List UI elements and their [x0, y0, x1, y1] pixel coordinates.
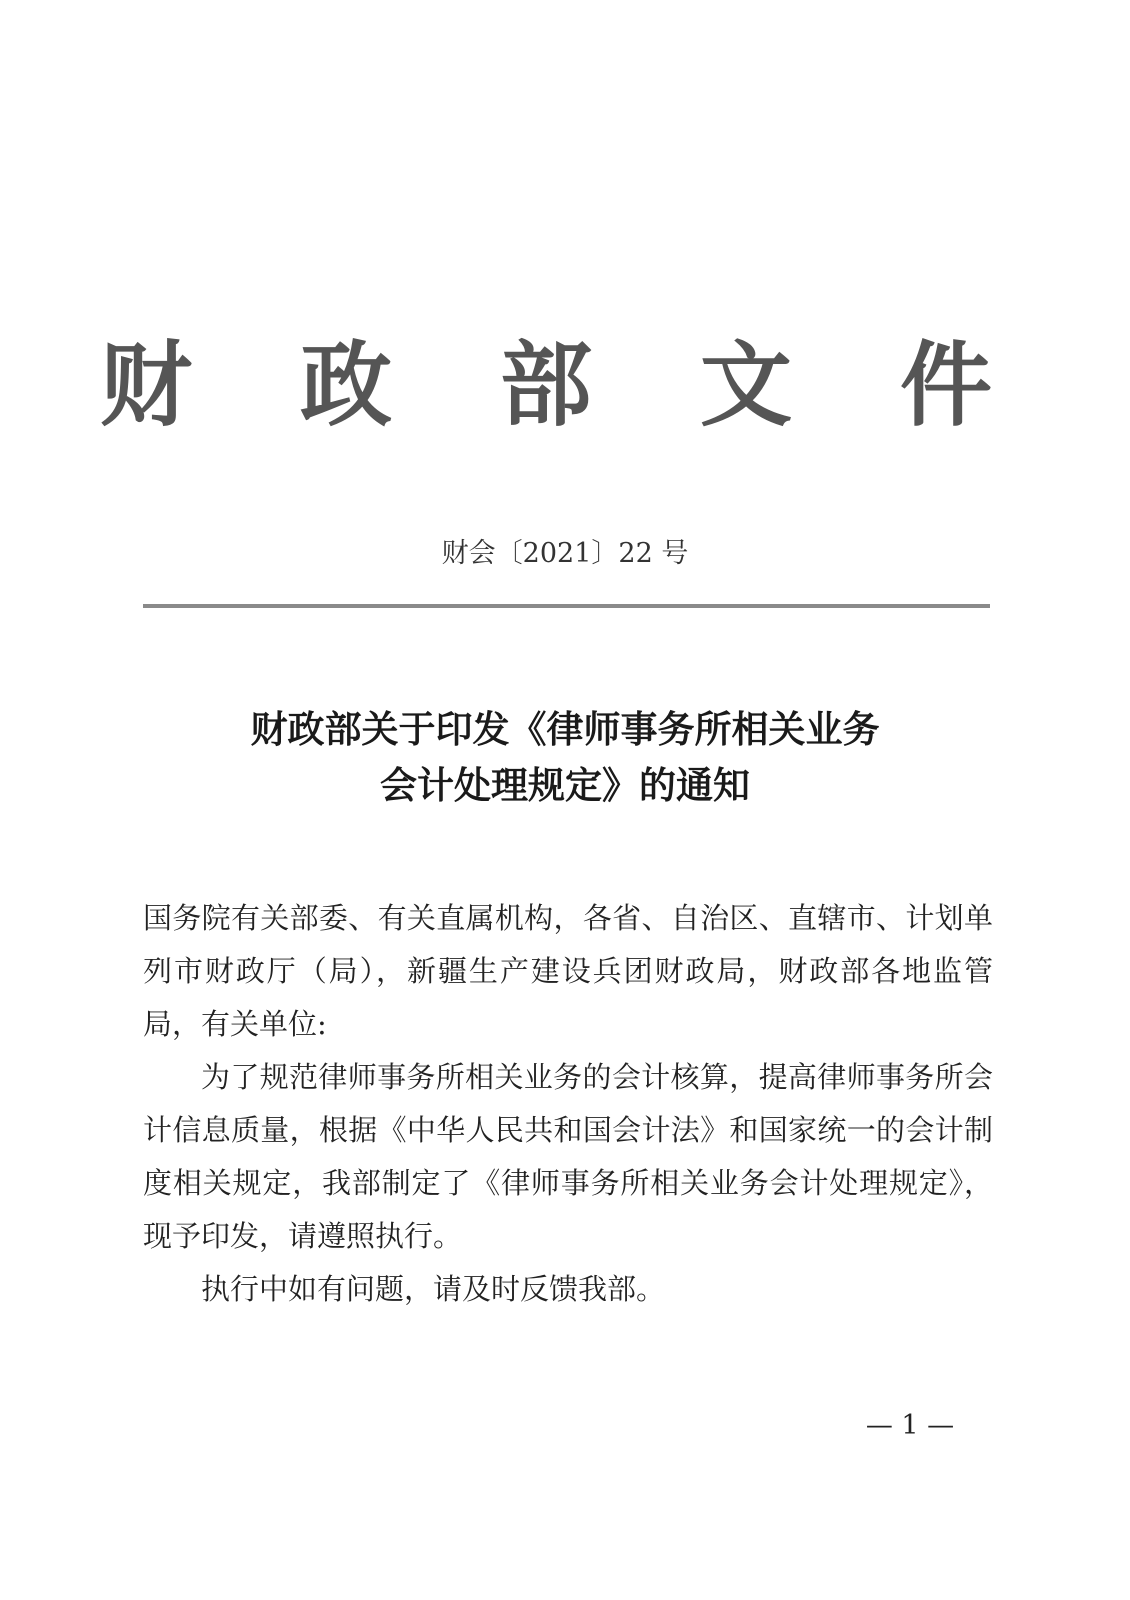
header-divider: [143, 604, 990, 608]
title-line-2: 会计处理规定》的通知: [380, 764, 750, 807]
document-number: 财会〔2021〕22 号: [441, 538, 689, 569]
body-paragraph-2: 执行中如有问题，请及时反馈我部。: [201, 1272, 666, 1306]
title-line-1: 财政部关于印发《律师事务所相关业务: [250, 708, 880, 751]
issuer-banner: 财 政 部 文 件: [99, 331, 1031, 439]
page-number: — 1 —: [865, 1410, 955, 1441]
body-paragraph-1: 为了规范律师事务所相关业务的会计核算，提高律师事务所会计信息质量，根据《中华人民共和国会计法》和国家统一的会计制度相关规定，我部制定了《律师事务所相关业务会计处理规定》，现予印发，请遵照执行。: [143, 1060, 993, 1253]
document-body: [143, 892, 993, 1316]
document-title: [0, 702, 1130, 814]
recipients-paragraph: 国务院有关部委、有关直属机构，各省、自治区、直辖市、计划单列市财政厅（局），新疆生产建设兵团财政局，财政部各地监管局，有关单位:: [143, 901, 993, 1041]
